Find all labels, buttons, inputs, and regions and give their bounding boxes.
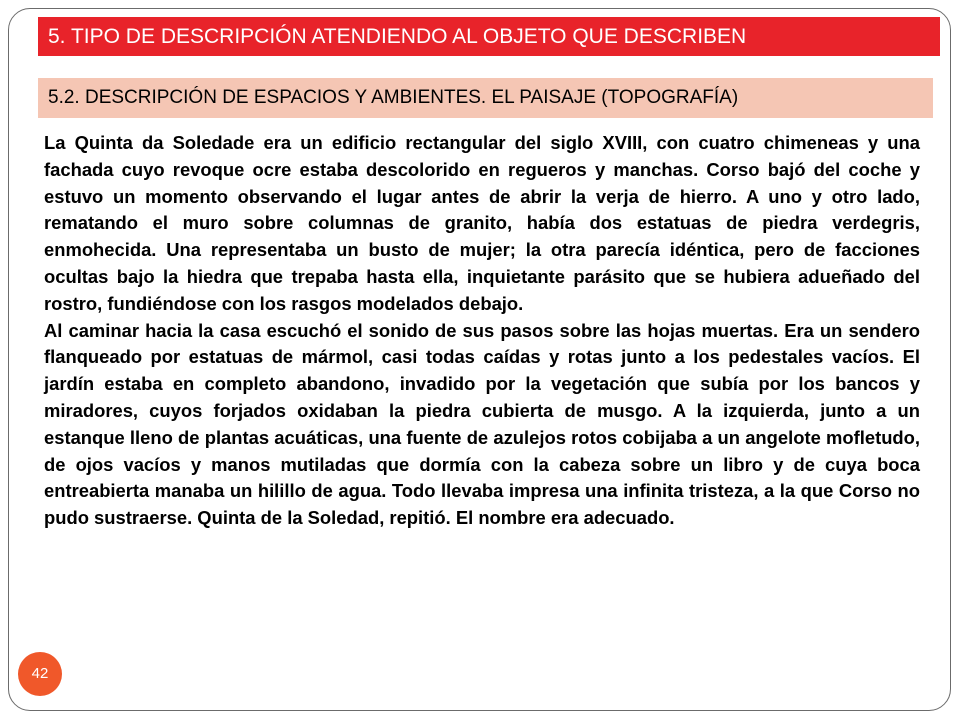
paragraph-1: La Quinta da Soledade era un edificio rectangular del siglo XVIII, con cuatro chimeneas y una fachada cuyo revoque ocre estaba descolorido en regueros y manchas. Corso bajó del coche y estuvo un momento observando el lugar antes de abrir la verja de hierro. A uno y otro lado, rematando el muro sobre columnas de granito, había dos estatuas de piedra verdegris, enmohecida. Una representaba un busto de mujer; la otra parecía idéntica, pero de facciones ocultas bajo la hiedra que trepaba hasta ella, inquietante parásito que se hubiera adueñado del rostro, fundiéndose con los rasgos modelados debajo. <box>44 132 920 314</box>
page-number-badge: 42 <box>18 652 62 696</box>
paragraph-2: Al caminar hacia la casa escuchó el sonido de sus pasos sobre las hojas muertas. Era un sendero flanqueado por estatuas de mármol, casi todas caídas y rotas junto a los pedestales vacíos. El jardín estaba en completo abandono, invadido por la vegetación que subía por los bancos y miradores, cuyos forjados oxidaban la piedra cubierta de musgo. A la izquierda, junto a un estanque lleno de plantas acuáticas, una fuente de azulejos rotos cobijaba a un angelote mofletudo, de ojos vacíos y manos mutiladas que dormía con la cabeza sobre un libro y de cuya boca entreabierta manaba un hilillo de agua. Todo llevaba impresa una infinita tristeza, a la que Corso no pudo sustraerse. Quinta de la Soledad, repitió. El nombre era adecuado. <box>44 319 920 529</box>
subsection-title: 5.2. DESCRIPCIÓN DE ESPACIOS Y AMBIENTES. EL PAISAJE (TOPOGRAFÍA) <box>38 78 933 118</box>
body-text <box>44 130 920 532</box>
section-title: 5. TIPO DE DESCRIPCIÓN ATENDIENDO AL OBJETO QUE DESCRIBEN <box>38 17 940 56</box>
